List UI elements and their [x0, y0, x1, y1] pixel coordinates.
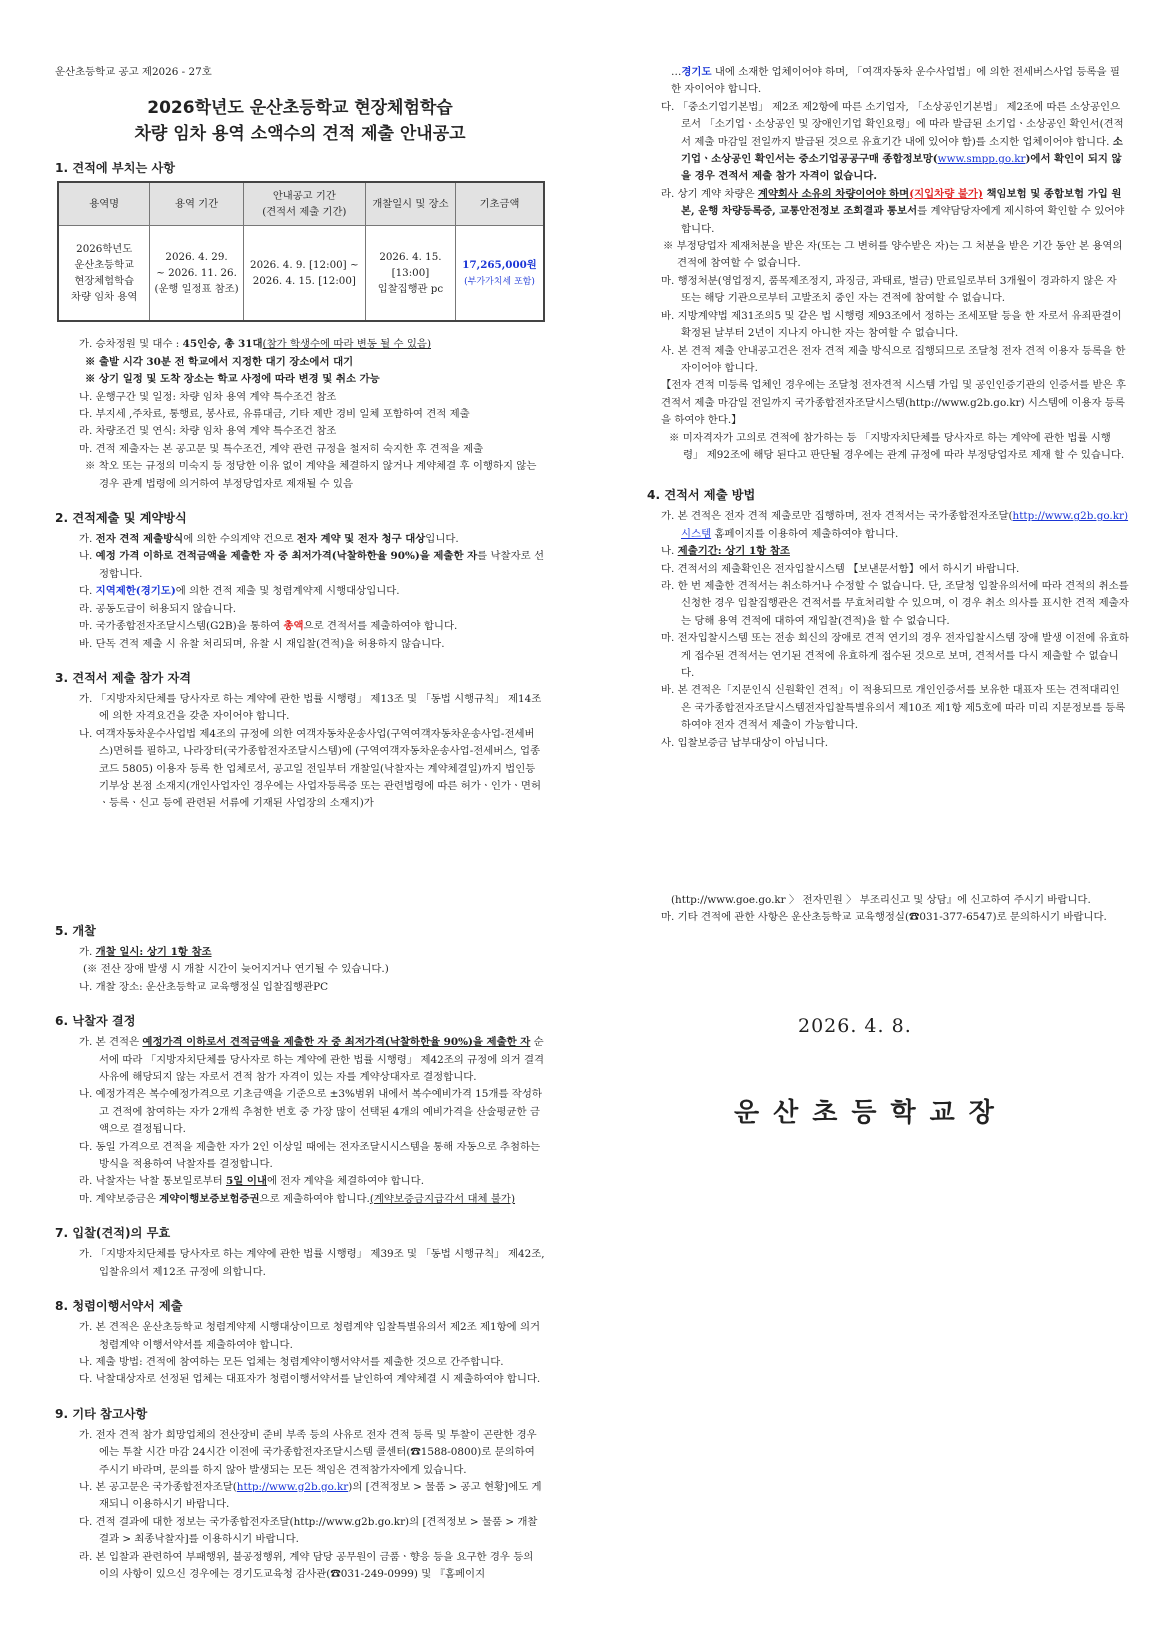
right-column-lower	[647, 892, 1129, 927]
section-4-heading: 4. 견적서 제출 방법	[647, 488, 756, 503]
bid-summary-table	[57, 181, 545, 322]
s5-item-na: 나. 개찰 장소: 운산초등학교 교육행정실 입찰집행관PC	[79, 980, 329, 993]
cell-service-name: 2026학년도 운산초등학교 현장체험학습 차량 임차 용역	[58, 226, 150, 322]
left-column-lower	[55, 910, 545, 1583]
s4-item-da: 다. 견적서의 제출확인은 전자입찰시스템 【보낸문서함】에서 하시기 바랍니다.	[661, 562, 1020, 575]
section-2-heading: 2. 견적제출 및 계약방식	[55, 511, 187, 526]
table-row	[58, 226, 544, 322]
s9-item-da: 다. 견적 결과에 대한 정보는 국가종합전자조달(http://www.g2b.go.kr)의 [견적정보 > 물품 > 개찰결과 > 최종낙찰자]를 이용하시기 바랍니다.	[79, 1515, 538, 1546]
s4-item-na: 나. 제출기간: 상기 1항 참조	[661, 545, 790, 558]
s8-item-na: 나. 제출 방법: 견적에 참여하는 모든 업체는 청렴계약이행서약서를 제출한 것으로 간주합니다.	[79, 1355, 504, 1368]
s1-item-na: 나. 운행구간 및 일정: 차량 임차 용역 계약 특수조건 참조	[79, 390, 337, 403]
s1-item-ra: 라. 차량조건 및 연식: 차량 임차 용역 계약 특수조건 참조	[79, 425, 337, 438]
col-opening: 개찰일시 및 장소	[365, 182, 455, 226]
s1-item-da: 다. 부지세 ,주차료, 통행료, 봉사료, 유류대금, 기타 제반 경비 일체 포함하여 견적 제출	[79, 408, 470, 421]
announcement-date: 2026. 4. 8.	[798, 1015, 912, 1037]
cell-notice-period: 2026. 4. 9. [12:00] ~ 2026. 4. 15. [12:00]	[243, 226, 365, 322]
g2b-link-2[interactable]: http://www.g2b.go.kr	[236, 1480, 349, 1493]
s7-item-ga: 가. 「지방자치단체를 당사자로 하는 계약에 관한 법률 시행령」 제39조 및 「동법 시행규칙」 제42조, 입찰유의서 제12조 규정에 의합니다.	[79, 1248, 545, 1278]
s2-item-ma: 마. 국가종합전자조달시스템(G2B)을 통하여 총액으로 견적서를 제출하여야 합니다.	[79, 620, 458, 633]
document-title-line2: 차량 임차 용역 소액수의 견적 제출 안내공고	[134, 124, 466, 145]
s3-item-ba: 바. 지방계약법 제31조의5 및 같은 법 시행령 제93조에서 정하는 조세포탈 등을 한 자로서 유죄판결이 확정된 날부터 2년이 지나지 아니한 자는 참여할 수 없습니다.	[661, 309, 1122, 340]
table-header-row	[58, 182, 544, 226]
left-column	[55, 64, 545, 830]
cell-opening: 2026. 4. 15. [13:00] 입찰집행관 pc	[365, 226, 455, 322]
section-1-heading: 1. 견적에 부치는 사항	[55, 161, 176, 176]
s3-item-ma: 마. 행정처분(영업정지, 품목제조정지, 과징금, 과태료, 벌금) 만료일로부터 3개월이 경과하지 않은 자 또는 해당 기관으로부터 고발조치 중인 자는 견적에 참여할 수 없습니다.	[661, 274, 1117, 305]
section-7-heading: 7. 입찰(견적)의 무효	[55, 1226, 171, 1241]
s2-item-na: 나. 예정 가격 이하로 견적금액을 제출한 자 중 최저가격(낙찰하한율 90%)을 제출한 자를 낙찰자로 선정합니다.	[79, 550, 544, 580]
s6-item-da: 다. 동일 가격으로 견적을 제출한 자가 2인 이상일 때에는 전자조달시시스템을 통해 자동으로 추첨하는 방식을 적용하여 낙찰자를 결정합니다.	[79, 1140, 541, 1171]
notice-number: 운산초등학교 공고 제2026 - 27호	[55, 66, 212, 78]
s3-paragraph: 【전자 견적 미등록 업체인 경우에는 조달청 전자견적 시스템 가입 및 공인인증기관의 인증서를 받은 후 견적서 제출 마감일 전일까지 국가종합전자조달시스템(http://www.g2b.go.kr) 시스템에 이용자 등록을 하여야 한다.】	[661, 379, 1126, 427]
col-notice-period: 안내공고 기간 (견적서 제출 기간)	[243, 182, 365, 226]
s3-item-ga: 가. 「지방자치단체를 당사자로 하는 계약에 관한 법률 시행령」 제13조 및 「동법 시행규칙」 제14조에 의한 자격요건을 갖춘 자이어야 합니다.	[79, 692, 542, 723]
s1-item-ga: 가. 승차정원 및 대수 : 45인승, 총 31대(참가 학생수에 따라 변동 될 수 있음)	[79, 338, 431, 351]
section-8-heading: 8. 청렴이행서약서 제출	[55, 1299, 183, 1314]
section-5-heading: 5. 개찰	[55, 924, 96, 938]
school-principal-signature: 운산초등학교장	[734, 1098, 1008, 1128]
g2b-link[interactable]: http://www.g2b.go.kr)시스템	[681, 510, 1129, 540]
s6-item-ra: 라. 낙찰자는 낙찰 통보일로부터 5일 이내에 전자 계약을 체결하여야 합니다.	[79, 1175, 425, 1188]
cell-base-amount: 17,265,000원 (부가가치세 포함)	[456, 226, 544, 322]
s8-item-ga: 가. 본 견적은 운산초등학교 청렴계약제 시행대상이므로 청렴계약 입찰특별유의서 제2조 제1항에 의거 청렴계약 이행서약서를 제출하여야 합니다.	[79, 1321, 541, 1351]
s6-item-na: 나. 예정가격은 복수예정가격으로 기초금액을 기준으로 ±3%범위 내에서 복수예비가격 15개를 작성하고 견적에 참여하는 자가 2개씩 추첨한 번호 중 가장 많이 선택된 4개의 예비가격을 산술평균한 금액으로 결정됩니다.	[79, 1088, 542, 1136]
s6-item-ga: 가. 본 견적은 예정가격 이하로서 견적금액을 제출한 자 중 최저가격(낙찰하한율 90%)을 제출한 자 순서에 따라 「지방자치단체를 당사자로 하는 계약에 관한 법률 시행령」 제42조의 규정에 의거 결격사유에 해당되지 않는 자로서 견적 참가 자격이 있는 자를 계약상대자로 결정합니다.	[79, 1036, 545, 1084]
col-service-name: 용역명	[58, 182, 150, 226]
s9-item-ra: 라. 본 입찰과 관련하여 부패행위, 불공정행위, 계약 담당 공무원이 금품ㆍ향응 등을 요구한 경우 등의 이의 사항이 있으신 경우에는 경기도교육청 감사관(☎031-249-0999) 및 『홈페이지	[79, 1550, 534, 1580]
s3-note-1: ※ 부정당업자 제재처분을 받은 자(또는 그 변허를 양수받은 자)는 그 처분을 받은 기간 동안 본 용역의 견적에 참여할 수 없습니다.	[663, 240, 1123, 270]
right-column	[647, 64, 1129, 752]
s9-item-ra-continued: (http://www.goe.go.kr 〉 전자민원 〉 부조리신고 및 상담』에 신고하여 주시기 바랍니다.	[671, 894, 1091, 906]
s9-item-na: 나. 본 공고문은 국가종합전자조달(http://www.g2b.go.kr)의 [견적정보 > 물품 > 공고 현황]에도 게재되니 이용하시기 바랍니다.	[79, 1480, 542, 1511]
s9-item-ga: 가. 전자 견적 참가 희망업체의 전산장비 준비 부족 등의 사유로 전자 견적 등록 및 투찰이 곤란한 경우에는 투찰 시간 마감 24시간 이전에 국가종합전자조달시스템 콜센터(☎1588-0800)로 문의하여 주시기 바라며, 문의를 하지 않아 발생되는 모든 책임은 견적참가자에게 있습니다.	[79, 1428, 537, 1476]
s3-note-2: ※ 미자격자가 고의로 견적에 참가하는 등 「지방자치단체를 당사자로 하는 계약에 관한 법률 시행령」 제92조에 해당 된다고 판단될 경우에는 관계 규정에 따라 부정당업자로 제재 할 수 있습니다.	[669, 431, 1125, 461]
s3-item-na: 나. 여객자동차운수사업법 제4조의 규정에 의한 여객자동차운송사업(구역여객자동차운송사업-전세버스)면허를 필하고, 나라장터(국가종합전자조달시스템)에 (구역여객자동차운송사업-전세버스, 업종코드 5805) 이용자 등록 한 업체로서, 공고일 전일부터 개찰일(낙찰자는 계약체결일)까지 법인등기부상 본점 소재지(개인사업자인 경우에는 사업자등록증 또는 관련법령에 따른 허가ㆍ인가ㆍ면허ㆍ등록ㆍ신고 등에 관련된 서류에 기재된 사업장의 소재지)가	[79, 727, 542, 810]
s4-item-ga: 가. 본 견적은 전자 견적 제출로만 집행하며, 전자 견적서는 국가종합전자조달(http://www.g2b.go.kr)시스템 홈페이지를 이용하여 제출하여야 합니다.	[661, 510, 1129, 540]
smpp-link[interactable]: www.smpp.go.kr	[937, 153, 1026, 166]
s5-item-ga: 가. 개찰 일시: 상기 1항 참조	[79, 946, 212, 958]
col-service-period: 용역 기간	[150, 182, 243, 226]
s3-item-sa: 사. 본 견적 제출 안내공고건은 전자 견적 제출 방식으로 집행되므로 조달청 전자 견적 이용자 등록을 한 자이어야 합니다.	[661, 344, 1126, 374]
s3-item-da: 다. 「중소기업기본법」 제2조 제2항에 따른 소기업자, 「소상공인기본법」 제2조에 따른 소상공인으로서 「소기업ㆍ소상공인 및 장애인기업 확인요령」에 따라 발급된 소기업ㆍ소상공인 확인서(견적서 제출 마감일 전일까지 발급된 것으로 유효기간 내에 있어야 함)를 소지한 업체이어야 합니다. 소기업ㆍ소상공인 확인서는 중소기업공공구매 종합정보망(www.smpp.go.kr)에서 확인이 되지 않을 경우 견적서 제출 참가 자격이 없습니다.	[661, 100, 1124, 183]
s3-item-ra: 라. 상기 계약 차량은 계약회사 소유의 차량이어야 하며(지입차량 불가) 책임보험 및 종합보험 가입 원본, 운행 차량등록증, 교통안전정보 조회결과 통보서를 계약담당자에게 제시하여 확인할 수 있어야 합니다.	[661, 187, 1125, 235]
s2-item-da: 다. 지역제한(경기도)에 의한 견적 제출 및 청렴계약제 시행대상입니다.	[79, 585, 400, 598]
document-title-line1: 2026학년도 운산초등학교 현장체험학습	[147, 98, 453, 119]
section-3-heading: 3. 견적서 제출 참가 자격	[55, 670, 192, 685]
s1-note-3: ※ 착오 또는 규정의 미숙지 등 정당한 이유 없이 계약을 체결하지 않거나 계약체결 후 이행하지 않는 경우 관계 법령에 의거하여 부정당업자로 제재될 수 있음	[85, 460, 537, 490]
s9-item-ma: 마. 기타 견적에 관한 사항은 운산초등학교 교육행정실(☎031-377-6547)로 문의하시기 바랍니다.	[661, 911, 1107, 924]
s5-note: (※ 전산 장애 발생 시 개찰 시간이 늦어지거나 연기될 수 있습니다.)	[83, 963, 389, 976]
s4-item-ma: 마. 전자입찰시스템 또는 전송 회신의 장애로 견적 연기의 경우 전자입찰시스템 장애 발생 이전에 유효하게 접수된 견적서는 연기된 견적에 유효하게 접수된 것으로 보며, 견적서를 다시 제출할 수 없습니다.	[661, 632, 1129, 679]
s4-item-ra: 라. 한 번 제출한 견적서는 취소하거나 수정할 수 없습니다. 단, 조달청 입찰유의서에 따라 견적의 취소를 신청한 경우 입찰집행관은 견적서를 무효처리할 수 있으며, 이 경우 취소 의사를 표시한 견적 제출자는 당해 용역 견적에 대하여 재입찰(견적)을 할 수 없습니다.	[661, 579, 1129, 627]
cell-service-period: 2026. 4. 29. ~ 2026. 11. 26. (운행 일정표 참조)	[150, 226, 243, 322]
s4-item-sa: 사. 입찰보증금 납부대상이 아닙니다.	[661, 736, 829, 749]
s1-item-ma: 마. 견적 제출자는 본 공고문 및 특수조건, 계약 관련 규정을 철저히 숙지한 후 견적을 제출	[79, 442, 484, 455]
s1-note-2: ※ 상기 일정 및 도착 장소는 학교 사정에 따라 변경 및 취소 가능	[85, 373, 380, 386]
s4-item-ba: 바. 본 견적은「지문인식 신원확인 견적」이 적용되므로 개인인증서를 보유한 대표자 또는 견적대리인은 국가종합전자조달시스템전자입찰특별유의서 제10조 제1항 제5호에 따라 미리 지문정보를 등록하여야 전자 견적서 제출이 가능합니다.	[661, 684, 1126, 732]
col-base-amount: 기초금액	[456, 182, 544, 226]
s6-item-ma: 마. 계약보증금은 계약이행보증보험증권으로 제출하여야 합니다.(계약보증금지급각서 대체 불가)	[79, 1192, 516, 1205]
s8-item-da: 다. 낙찰대상자로 선정된 업체는 대표자가 청렴이행서약서를 날인하여 계약체결 시 제출하여야 합니다.	[79, 1373, 541, 1386]
section-6-heading: 6. 낙찰자 결정	[55, 1014, 136, 1029]
s3-item-na-continued: …경기도 내에 소재한 업체이어야 하며, 「여객자동차 운수사업법」에 의한 전세버스사업 등록을 필한 자이어야 합니다.	[671, 66, 1120, 96]
s2-item-ga: 가. 전자 견적 제출방식에 의한 수의계약 건으로 전자 계약 및 전자 청구 대상입니다.	[79, 533, 459, 546]
s2-item-ra: 라. 공동도급이 허용되지 않습니다.	[79, 602, 237, 615]
s1-note-1: ※ 출발 시각 30분 전 학교에서 지정한 대기 장소에서 대기	[85, 355, 354, 368]
section-9-heading: 9. 기타 참고사항	[55, 1406, 148, 1421]
s2-item-ba: 바. 단독 견적 제출 시 유찰 처리되며, 유찰 시 재입찰(견적)을 허용하지 않습니다.	[79, 637, 445, 650]
